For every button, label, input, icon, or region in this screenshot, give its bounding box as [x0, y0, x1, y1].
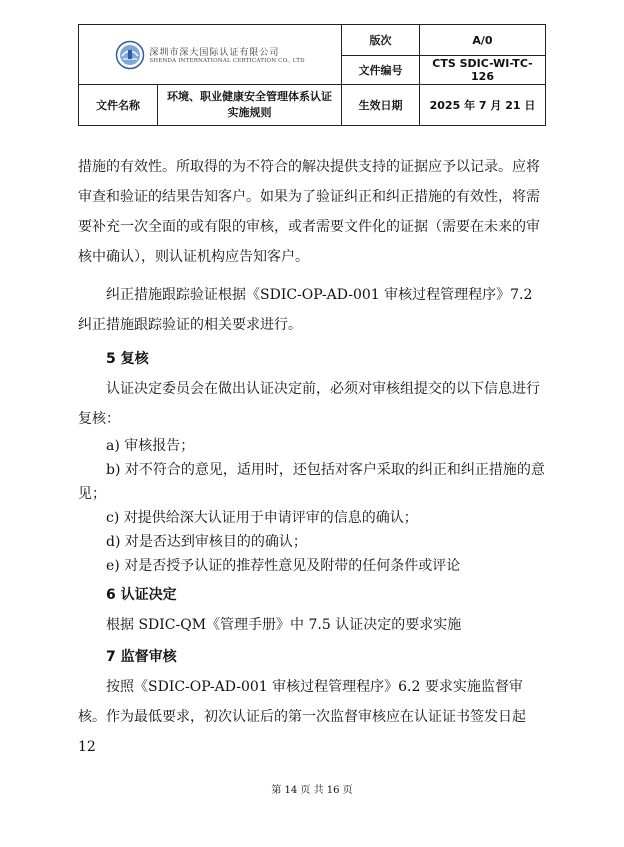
- paragraph: 按照《SDIC-OP-AD-001 审核过程管理程序》6.2 要求实施监督审核。作为最低要求，初次认证后的第一次监督审核应在认证证书签发日起 12: [78, 679, 526, 755]
- version-value: A/0: [420, 25, 546, 56]
- doc-no-value: CTS SDIC-WI-TC-126: [420, 56, 546, 85]
- doc-name-label: 文件名称: [79, 85, 158, 125]
- paragraph: 纠正措施跟踪验证根据《SDIC-OP-AD-001 审核过程管理程序》7.2 纠正措施跟踪验证的相关要求进行。: [78, 287, 533, 333]
- list-item: d) 对是否达到审核目的的确认；: [106, 534, 307, 550]
- section-heading-6: 6 认证决定: [106, 587, 177, 603]
- company-name-en: SHENDA INTERNATIONAL CERTICATION CO., LTD: [149, 58, 305, 64]
- list-item: e) 对是否授予认证的推荐性意见及附带的任何条件或评论: [106, 558, 461, 574]
- paragraph: 认证决定委员会在做出认证决定前，必须对审核组提交的以下信息进行复核：: [78, 381, 540, 427]
- effective-date-value: 2025 年 7 月 21 日: [420, 85, 546, 126]
- effective-date-label: 生效日期: [342, 85, 420, 126]
- document-header-table: [78, 24, 546, 126]
- version-label: 版次: [342, 25, 420, 56]
- company-logo-cell: [79, 25, 342, 85]
- doc-no-label: 文件编号: [342, 56, 420, 85]
- list-item: c) 对提供给深大认证用于申请评审的信息的确认；: [106, 510, 418, 526]
- document-body: [78, 152, 546, 762]
- list-item: b) 对不符合的意见，适用时，还包括对客户采取的纠正和纠正措施的意见；: [78, 462, 545, 502]
- doc-name-row: [79, 85, 342, 126]
- section-heading-7: 7 监督审核: [106, 649, 177, 665]
- page-number: 第 14 页 共 16 页: [271, 785, 353, 796]
- paragraph: 措施的有效性。所取得的为不符合的解决提供支持的证据应予以记录。应将审查和验证的结果告知客户。如果为了验证纠正和纠正措施的有效性，将需要补充一次全面的或有限的审核，或者需要文件化的证据（需要在未来的审核中确认），则认证机构应告知客户。: [78, 159, 540, 265]
- section-heading-5: 5 复核: [106, 351, 149, 367]
- list-item: a) 审核报告；: [106, 438, 195, 454]
- paragraph: 根据 SDIC-QM《管理手册》中 7.5 认证决定的要求实施: [106, 617, 462, 633]
- company-name-cn: 深圳市深大国际认证有限公司: [149, 48, 280, 58]
- doc-name-value: 环境、职业健康安全管理体系认证实施规则: [167, 90, 332, 119]
- company-logo-icon: [115, 40, 145, 70]
